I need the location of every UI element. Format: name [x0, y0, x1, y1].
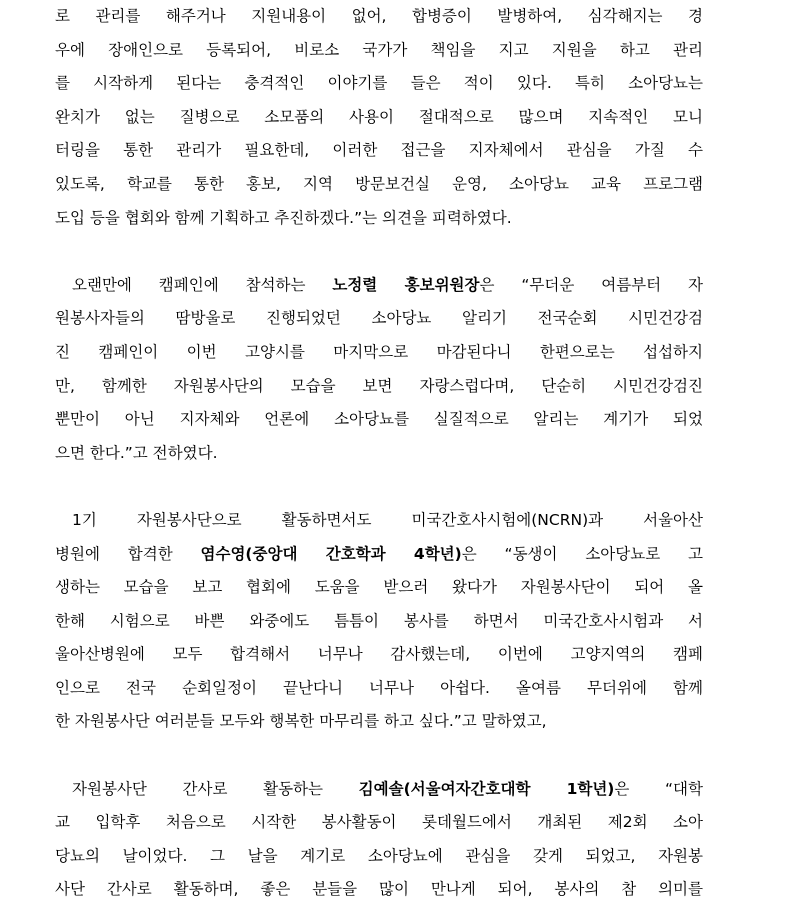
text-line: 당뇨의 날이었다. 그 날을 계기로 소아당뇨에 관심을 갖게 되었고, 자원봉 [55, 846, 703, 865]
text-line: 뿐만이 아닌 지자체와 언론에 소아당뇨를 실질적으로 알리는 계기가 되었 [55, 410, 703, 429]
text-line: 원봉사자들의 땀방울로 진행되었던 소아당뇨 알리기 전국순회 시민건강검 [55, 309, 703, 328]
person-name-bold: 염수영(중앙대 간호학과 4학년) [200, 544, 462, 563]
text-line: 터링을 통한 관리가 필요한데, 이러한 접근을 지자체에서 관심을 가질 수 [55, 141, 703, 160]
text-line [55, 773, 703, 807]
line-text: 은 “대학 [614, 779, 703, 798]
person-name-bold: 노정렬 홍보위원장 [332, 275, 480, 294]
text-line: 도입 등을 협회와 함께 기획하고 추진하겠다.”는 의견을 피력하였다. [55, 208, 512, 227]
text-line: 한 자원봉사단 여러분들 모두와 행복한 마무리를 하고 싶다.”고 말하였고, [55, 712, 547, 731]
line-text: 오랜만에 캠페인에 참석하는 [72, 275, 333, 294]
text-line: 를 시작하게 된다는 충격적인 이야기를 들은 적이 있다. 특히 소아당뇨는 [55, 74, 703, 93]
text-line: 진 캠페인이 이번 고양시를 마지막으로 마감된다니 한편으로는 섭섭하지 [55, 342, 703, 361]
line-text: 자원봉사단 간사로 활동하는 [72, 779, 359, 798]
text-line: 으면 한다.”고 전하였다. [55, 443, 218, 462]
paragraph-1 [55, 0, 703, 235]
paragraph-3 [55, 504, 703, 739]
text-line [55, 269, 703, 303]
text-line: 우에 장애인으로 등록되어, 비로소 국가가 책임을 지고 지원을 하고 관리 [55, 40, 703, 59]
paragraph-spacer [55, 470, 703, 504]
text-line: 인으로 전국 순회일정이 끝난다니 너무나 아쉽다. 올여름 무더위에 함께 [55, 678, 703, 697]
line-text: 은 “무더운 여름부터 자 [479, 275, 703, 294]
text-line: 있도록, 학교를 통한 홍보, 지역 방문보건실 운영, 소아당뇨 교육 프로그램 [55, 174, 703, 193]
text-line: 교 입학후 처음으로 시작한 봉사활동이 롯데월드에서 개최된 제2회 소아 [55, 813, 703, 832]
text-line: 1기 자원봉사단으로 활동하면서도 미국간호사시험에(NCRN)과 서울아산 [72, 510, 703, 529]
text-line: 사단 간사로 활동하며, 좋은 분들을 많이 만나게 되어, 봉사의 참 의미를 [55, 880, 703, 899]
document-body [55, 0, 703, 907]
text-line: 만, 함께한 자원봉사단의 모습을 보면 자랑스럽다며, 단순히 시민건강검진 [55, 376, 703, 395]
paragraph-4 [55, 773, 703, 907]
text-line: 한해 시험으로 바쁜 와중에도 틈틈이 봉사를 하면서 미국간호사시험과 서 [55, 611, 703, 630]
text-line: 로 관리를 해주거나 지원내용이 없어, 합병증이 발병하여, 심각해지는 경 [55, 7, 703, 25]
text-line: 완치가 없는 질병으로 소모품의 사용이 절대적으로 많으며 지속적인 모니 [55, 107, 703, 126]
person-name-bold: 김예솔(서울여자간호대학 1학년) [358, 779, 615, 798]
text-line: 울아산병원에 모두 합격해서 너무나 감사했는데, 이번에 고양지역의 캠페 [55, 645, 703, 664]
paragraph-2 [55, 269, 703, 471]
text-line [55, 538, 703, 572]
line-text: 병원에 합격한 [55, 544, 201, 563]
paragraph-spacer [55, 235, 703, 269]
text-line: 생하는 모습을 보고 협회에 도움을 받으러 왔다가 자원봉사단이 되어 올 [55, 578, 703, 597]
line-text: 은 “동생이 소아당뇨로 고 [461, 544, 703, 563]
paragraph-spacer [55, 739, 703, 773]
